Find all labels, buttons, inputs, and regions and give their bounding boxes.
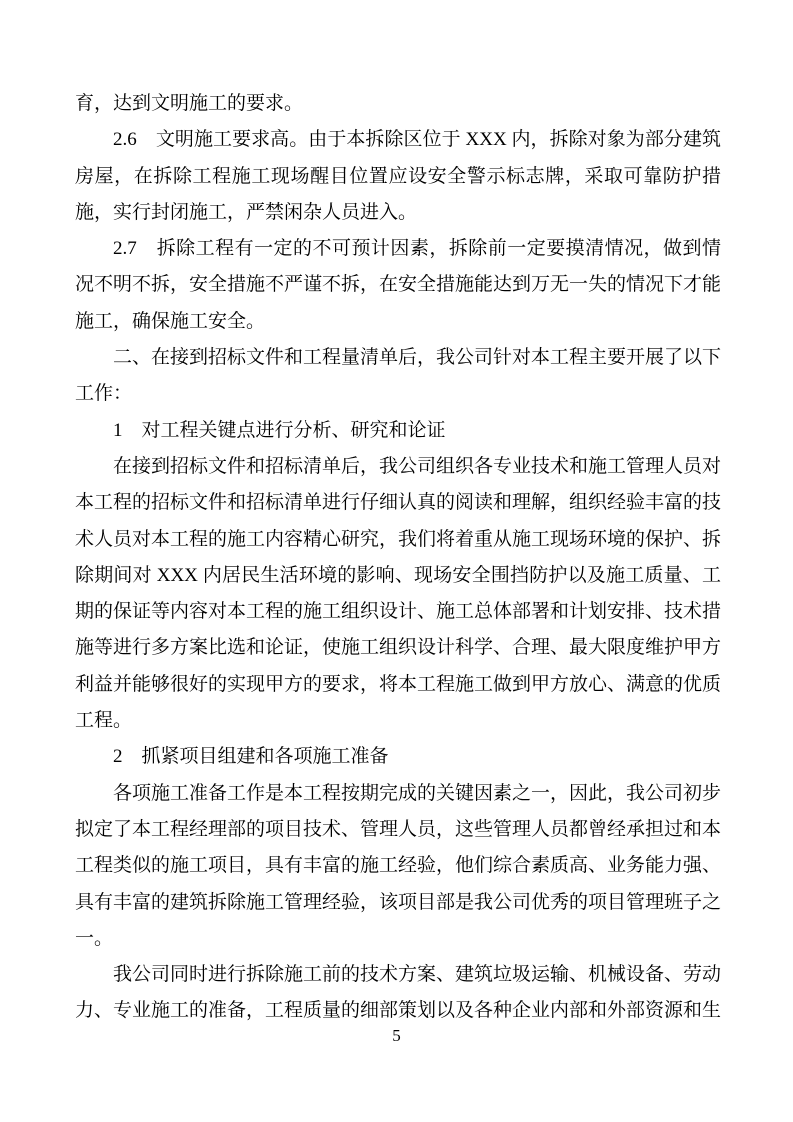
paragraph: 2.6 文明施工要求高。由于本拆除区位于 XXX 内，拆除对象为部分建筑房屋，在拆除工程施工现场醒目位置应设安全警示标志牌，采取可靠防护措施，实行封闭施工，严禁闲杂人员进入。 [75, 129, 721, 223]
paragraph: 各项施工准备工作是本工程按期完成的关键因素之一，因此，我公司初步拟定了本工程经理部的项目技术、管理人员，这些管理人员都曾经承担过和本工程类似的施工项目，具有丰富的施工经验，他们综合素质高、业务能力强、具有丰富的建筑拆除施工管理经验，该项目部是我公司优秀的项目管理班子之一。 [75, 782, 722, 949]
paragraph: 二、在接到招标文件和工程量清单后，我公司针对本工程主要开展了以下工作： [75, 347, 722, 405]
paragraph: 2.7 拆除工程有一定的不可预计因素，拆除前一定要摸清情况，做到情况不明不拆，安全措施不严谨不拆，在安全措施能达到万无一失的情况下才能施工，确保施工安全。 [75, 238, 722, 332]
paragraph: 2 抓紧项目组建和各项施工准备 [113, 746, 389, 768]
paragraph: 我公司同时进行拆除施工前的技术方案、建筑垃圾运输、机械设备、劳动力、专业施工的准备，工程质量的细部策划以及各种企业内部和外部资源和生 [75, 964, 722, 1022]
paragraph: 在接到招标文件和招标清单后，我公司组织各专业技术和施工管理人员对本工程的招标文件和招标清单进行仔细认真的阅读和理解，组织经验丰富的技术人员对本工程的施工内容精心研究，我们将着重从施工现场环境的保护、拆除期间对 XXX 内居民生活环境的影响、现场安全围挡防护以及施工质量、工期的保证等内容对本工程的施工组织设计、施工总体部署和计划安排、技术措施等进行多方案比选和论证，使施工组织设计科学、合理、最大限度维护甲方利益并能够很好的实现甲方的要求，将本工程施工做到甲方放心、满意的优质工程。 [75, 455, 722, 732]
document-body [75, 86, 721, 1030]
paragraph: 育，达到文明施工的要求。 [75, 93, 304, 114]
page-number: 5 [392, 1026, 401, 1045]
paragraph: 1 对工程关键点进行分析、研究和论证 [113, 419, 446, 441]
